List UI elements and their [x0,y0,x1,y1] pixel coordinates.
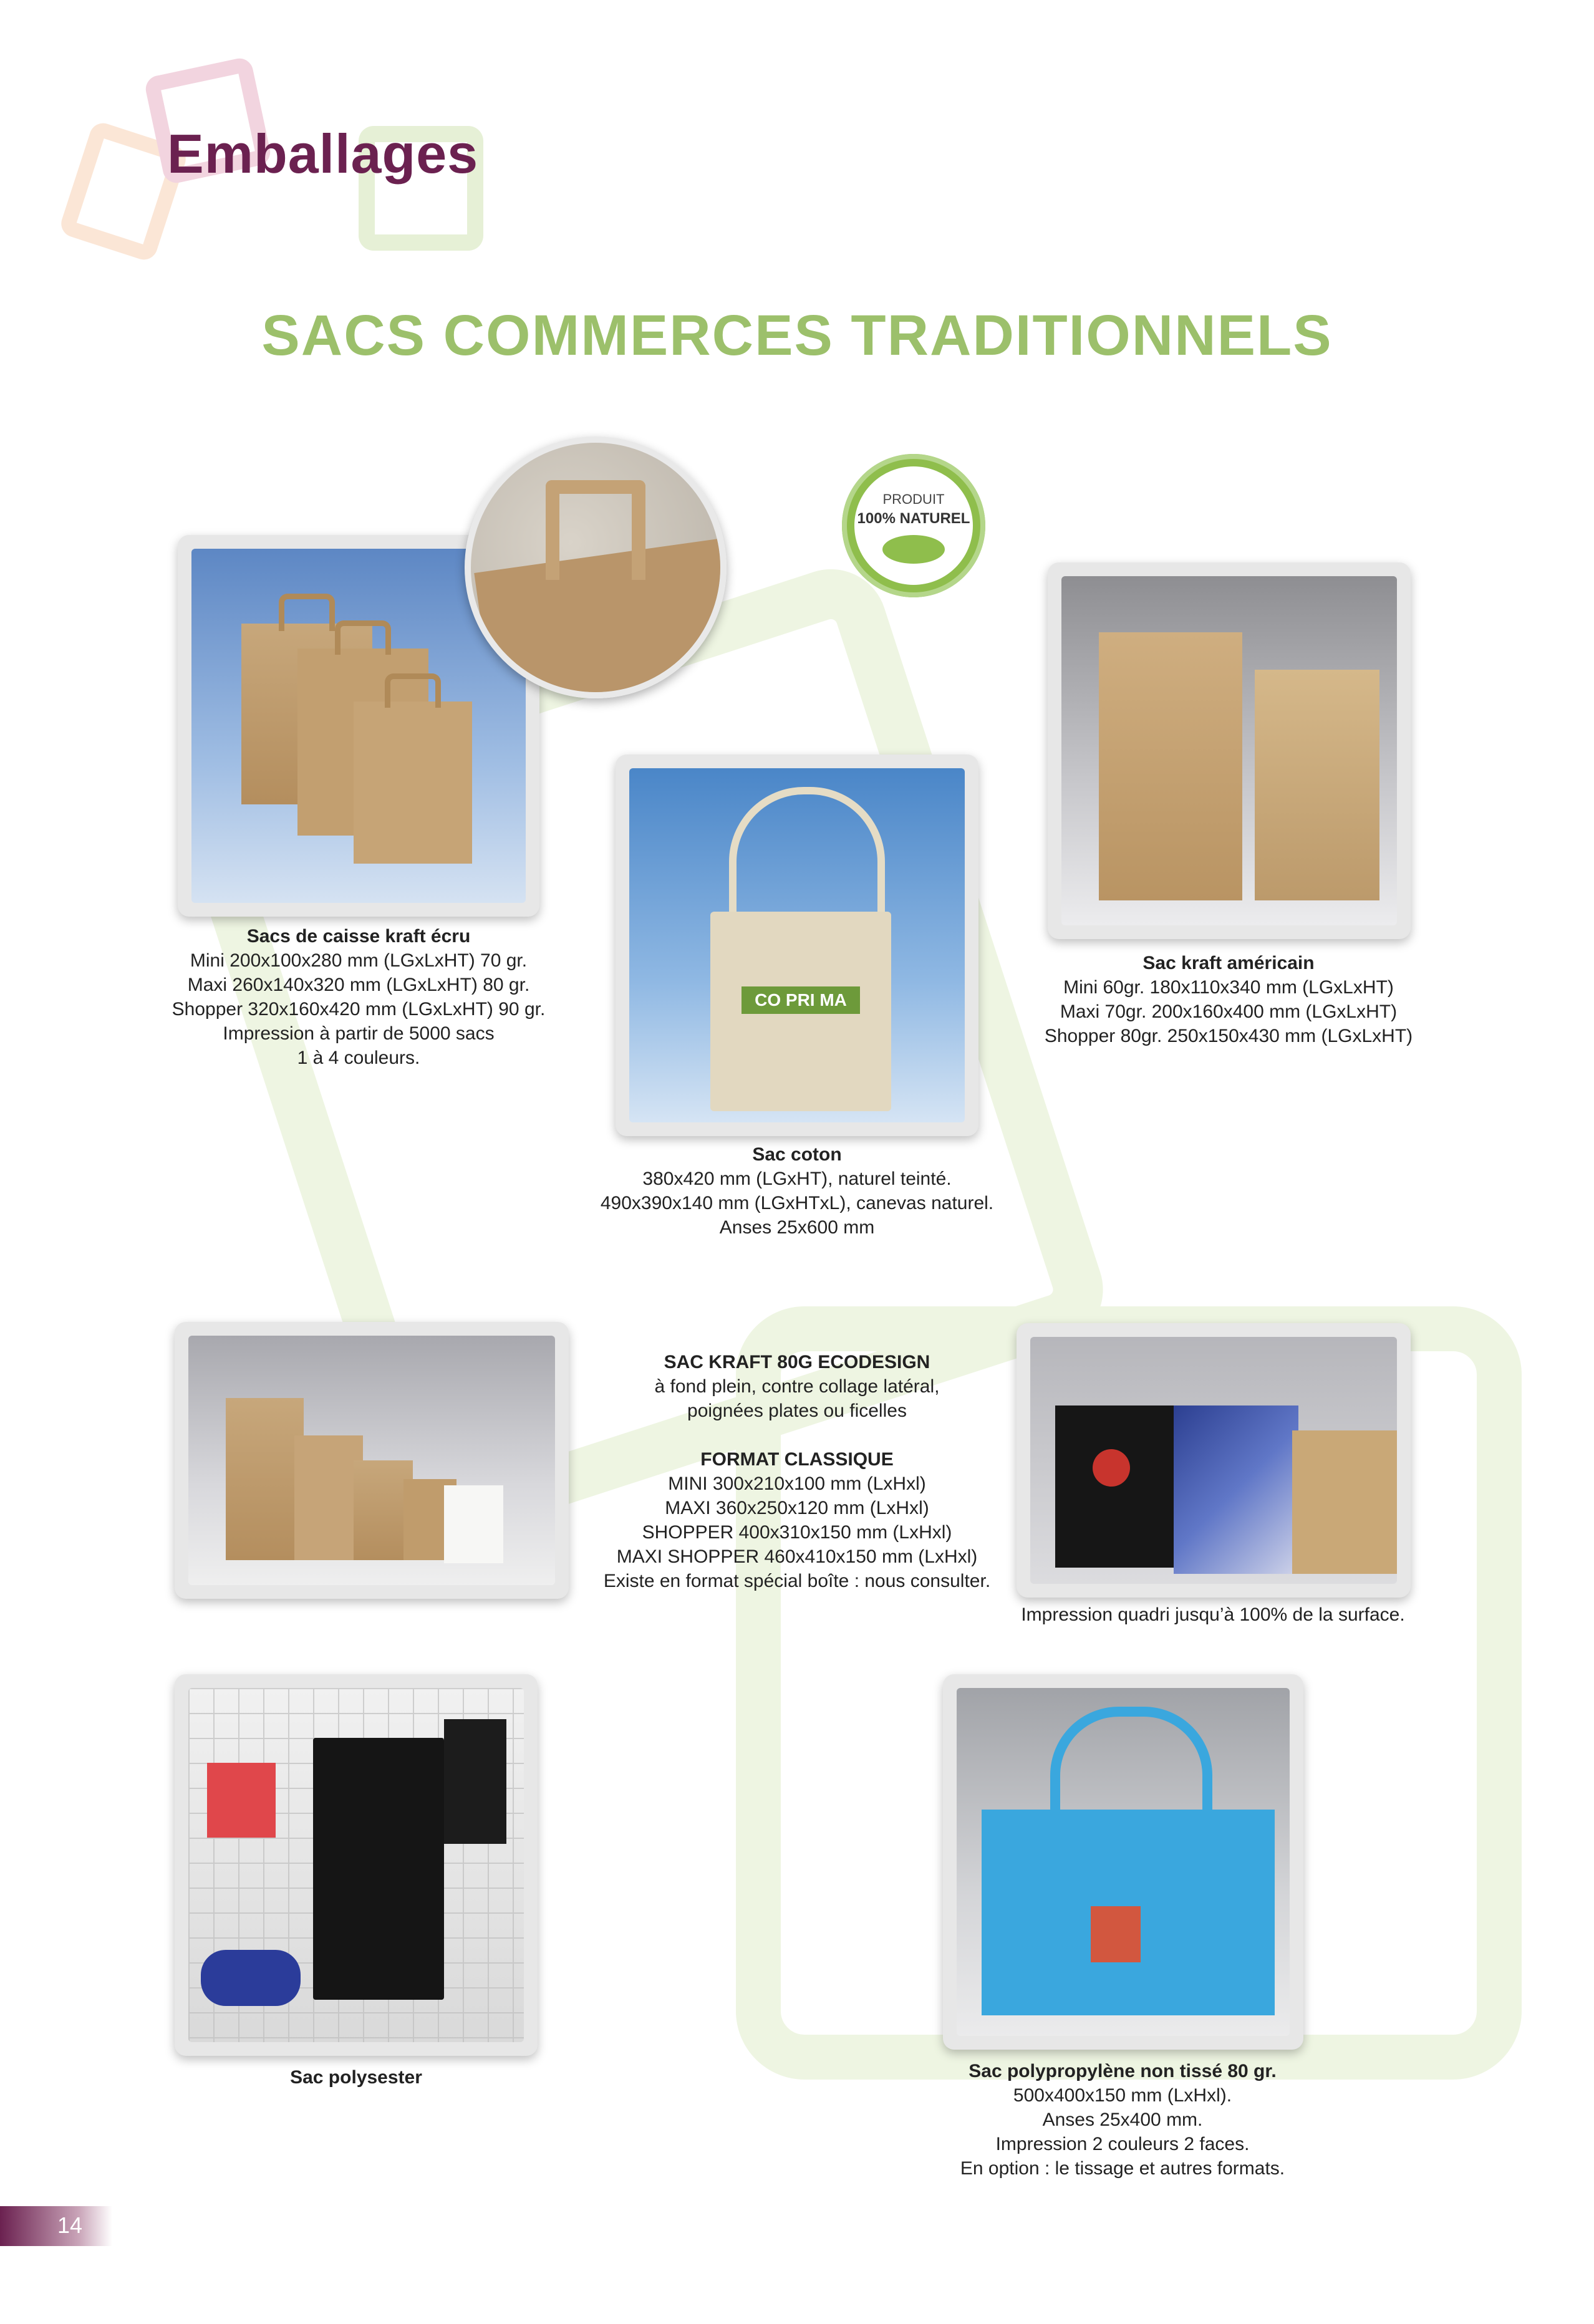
page-number-bar [0,2206,112,2246]
badge-line1: PRODUIT [882,491,945,507]
page-title: Emballages [167,123,479,185]
cotton-bag-logo: CO PRI MA [741,986,860,1014]
product-line: Mini 60gr. 180x110x340 mm (LGxLxHT) [1063,977,1394,998]
product-line: poignées plates ou ficelles [687,1401,907,1421]
product-title: Sac coton [752,1144,842,1165]
product-line: 490x390x140 mm (LGxHTxL), canevas naturel. [600,1193,994,1213]
caption-american-kraft [1023,951,1434,1048]
caption-polypropylene [898,2059,1347,2181]
product-line: Impression 2 couleurs 2 faces. [995,2134,1250,2154]
photo-polyester-bags [175,1674,538,2056]
caption-kraft-bags [159,924,558,1070]
product-line: 500x400x150 mm (LxHxl). [1013,2085,1232,2106]
product-title: Sacs de caisse kraft écru [246,926,471,947]
product-subtitle: FORMAT CLASSIQUE [700,1449,894,1470]
product-line: Shopper 80gr. 250x150x430 mm (LGxLxHT) [1044,1026,1413,1046]
product-line: à fond plein, contre collage latéral, [654,1376,940,1397]
badge-line2: 100% NATUREL [857,510,970,527]
page-number: 14 [57,2212,83,2238]
product-title: Sac polypropylène non tissé 80 gr. [968,2061,1277,2081]
product-line: MAXI SHOPPER 460x410x150 mm (LxHxl) [616,1546,978,1567]
product-line: MAXI 360x250x120 mm (LxHxl) [665,1498,929,1518]
photo-handle-closeup [465,436,727,698]
photo-ecodesign-bags [175,1322,569,1599]
product-line: Impression quadri jusqu’à 100% de la surface. [1021,1604,1405,1625]
photo-cotton-bag [616,755,978,1136]
product-line: MINI 300x210x100 mm (LxHxl) [668,1473,926,1494]
product-line: 1 à 4 couleurs. [297,1048,420,1068]
product-line: Mini 200x100x280 mm (LGxLxHT) 70 gr. [190,950,528,971]
natural-product-badge [842,454,985,597]
caption-ecodesign [572,1350,1022,1593]
product-line: 380x420 mm (LGxHT), naturel teinté. [642,1169,952,1189]
section-title: SACS COMMERCES TRADITIONNELS [261,304,1333,367]
product-line: Maxi 260x140x320 mm (LGxLxHT) 80 gr. [187,975,530,995]
photo-american-kraft-bags [1048,562,1411,939]
product-line: Anses 25x400 mm. [1042,2109,1203,2130]
product-line: Impression à partir de 5000 sacs [223,1023,495,1044]
product-line: En option : le tissage et autres formats. [960,2158,1285,2179]
product-title: Sac kraft américain [1142,953,1315,973]
leaf-icon [882,535,945,564]
product-title: SAC KRAFT 80G ECODESIGN [664,1352,930,1372]
product-line: Maxi 70gr. 200x160x400 mm (LGxLxHT) [1060,1001,1398,1022]
caption-cotton-bag [572,1142,1022,1240]
caption-printed-bags [998,1603,1428,1627]
product-line: Shopper 320x160x420 mm (LGxLxHT) 90 gr. [171,999,546,1020]
caption-polyester [175,2065,538,2090]
product-title: Sac polysester [290,2067,422,2088]
photo-printed-bags [1017,1323,1411,1598]
product-line: Existe en format spécial boîte : nous consulter. [603,1571,991,1591]
product-line: Anses 25x600 mm [719,1217,875,1238]
photo-polypropylene-bag [943,1674,1303,2050]
product-line: SHOPPER 400x310x150 mm (LxHxl) [642,1522,952,1543]
